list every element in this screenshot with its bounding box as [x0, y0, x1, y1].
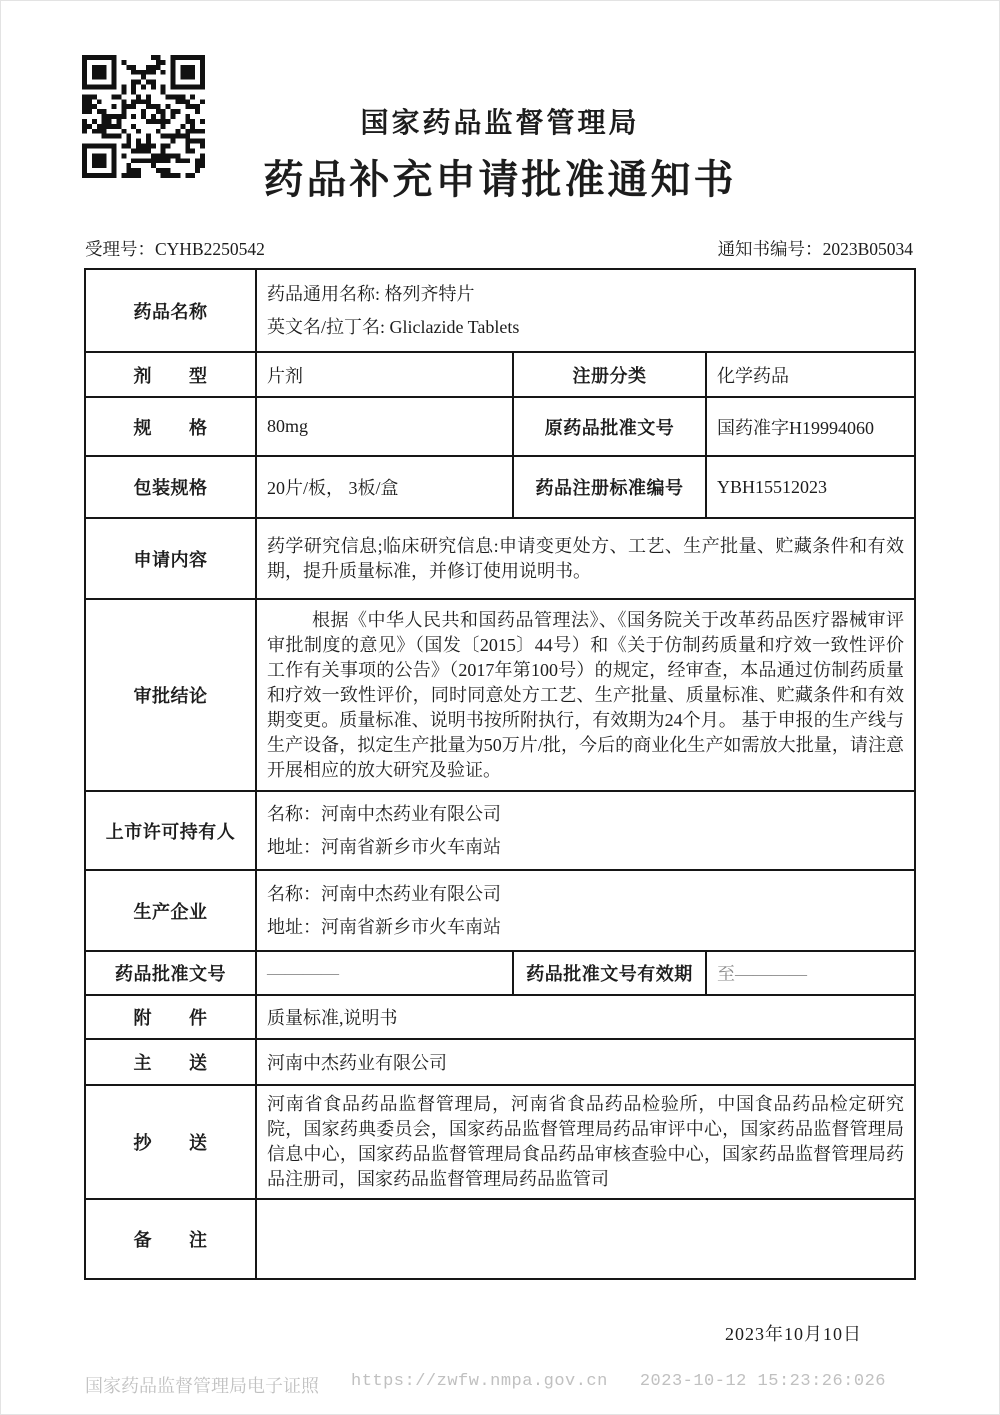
reg-class-value: 化学药品	[706, 352, 915, 397]
application-label: 申请内容	[85, 518, 256, 599]
footer-certificate-line	[85, 1372, 985, 1398]
manufacturer-name: 名称：河南中杰药业有限公司	[267, 883, 501, 904]
manufacturer-address: 地址：河南省新乡市火车南站	[267, 916, 501, 937]
main-send-label: 主 送	[85, 1039, 256, 1085]
holder-cell	[256, 791, 915, 870]
drug-name-cell	[256, 269, 915, 352]
row-application	[85, 518, 915, 599]
row-spec	[85, 397, 915, 456]
approval-form-table	[84, 268, 916, 1280]
footer-cert-timestamp: 2023-10-12 15:23:26:026	[639, 1372, 886, 1391]
manufacturer-cell	[256, 870, 915, 951]
row-dosage-form	[85, 352, 915, 397]
footer-cert-label: 国家药品监督管理局电子证照	[85, 1376, 319, 1396]
reg-standard-no-label: 药品注册标准编号	[513, 456, 706, 518]
row-conclusion	[85, 599, 915, 791]
holder-address: 地址：河南省新乡市火车南站	[267, 836, 501, 857]
manufacturer-label: 生产企业	[85, 870, 256, 951]
spec-value: 80mg	[256, 397, 513, 456]
row-attachment	[85, 995, 915, 1039]
row-manufacturer	[85, 870, 915, 951]
attachment-label: 附 件	[85, 995, 256, 1039]
conclusion-value: 根据《中华人民共和国药品管理法》、《国务院关于改革药品医疗器械审评审批制度的意见》（国发〔2015〕44号）和《关于仿制药质量和疗效一致性评价工作有关事项的公告》（2017年第100号）的规定，经审查，本品通过仿制药质量和疗效一致性评价，同时同意处方工艺、生产批量、质量标准、贮藏条件和有效期变更。质量标准、说明书按所附执行，有效期为24个月。 基于申报的生产线与生产设备，拟定生产批量为50万片/批，今后的商业化生产如需放大批量，请注意开展相应的放大研究及验证。	[256, 599, 915, 791]
pack-spec-value: 20片/板， 3板/盒	[256, 456, 513, 518]
row-remark	[85, 1199, 915, 1279]
row-pack-spec	[85, 456, 915, 518]
acceptance-number	[85, 236, 265, 261]
cc-value: 河南省食品药品监督管理局，河南省食品药品检验所，中国食品药品检定研究院，国家药典委员会，国家药品监督管理局药品审评中心，国家药品监督管理局信息中心，国家药品监督管理局食品药品审核查验中心，国家药品监督管理局药品注册司，国家药品监督管理局药品监管司	[256, 1085, 915, 1199]
row-cc	[85, 1085, 915, 1199]
approval-no-label: 药品批准文号	[85, 951, 256, 995]
drug-name-label: 药品名称	[85, 269, 256, 352]
dosage-form-value: 片剂	[256, 352, 513, 397]
dosage-form-label: 剂 型	[85, 352, 256, 397]
reg-standard-no-value: YBH15512023	[706, 456, 915, 518]
notice-label: 通知书编号：	[717, 239, 823, 259]
remark-value	[256, 1199, 915, 1279]
row-main-send	[85, 1039, 915, 1085]
main-send-value: 河南中杰药业有限公司	[256, 1039, 915, 1085]
holder-name: 名称：河南中杰药业有限公司	[267, 803, 501, 824]
issue-date: 2023年10月10日	[725, 1324, 862, 1344]
reg-class-label: 注册分类	[513, 352, 706, 397]
row-holder	[85, 791, 915, 870]
attachment-value: 质量标准,说明书	[256, 995, 915, 1039]
row-approval-no	[85, 951, 915, 995]
application-value: 药学研究信息;临床研究信息:申请变更处方、工艺、生产批量、贮藏条件和有效期，提升质量标准，并修订使用说明书。	[256, 518, 915, 599]
approval-validity-value: 至————	[706, 951, 915, 995]
cc-label: 抄 送	[85, 1085, 256, 1199]
conclusion-label: 审批结论	[85, 599, 256, 791]
notice-number	[718, 236, 913, 261]
approval-no-value: ————	[256, 951, 513, 995]
spec-label: 规 格	[85, 397, 256, 456]
notice-value: 2023B05034	[822, 239, 913, 259]
remark-label: 备 注	[85, 1199, 256, 1279]
pack-spec-label: 包装规格	[85, 456, 256, 518]
org-title: 国家药品监督管理局	[360, 108, 640, 139]
meta-row	[85, 236, 913, 261]
drug-generic-name: 药品通用名称: 格列齐特片	[267, 283, 475, 304]
holder-label: 上市许可持有人	[85, 791, 256, 870]
drug-english-name: 英文名/拉丁名: Gliclazide Tablets	[267, 316, 520, 337]
approval-validity-label: 药品批准文号有效期	[513, 951, 706, 995]
doc-title: 药品补充申请批准通知书	[263, 157, 737, 202]
acceptance-value: CYHB2250542	[155, 239, 265, 259]
orig-approval-no-label: 原药品批准文号	[513, 397, 706, 456]
orig-approval-no-value: 国药准字H19994060	[706, 397, 915, 456]
acceptance-label: 受理号：	[85, 239, 155, 259]
row-drug-name	[85, 269, 915, 352]
footer-cert-url: https://zwfw.nmpa.gov.cn	[351, 1372, 608, 1391]
